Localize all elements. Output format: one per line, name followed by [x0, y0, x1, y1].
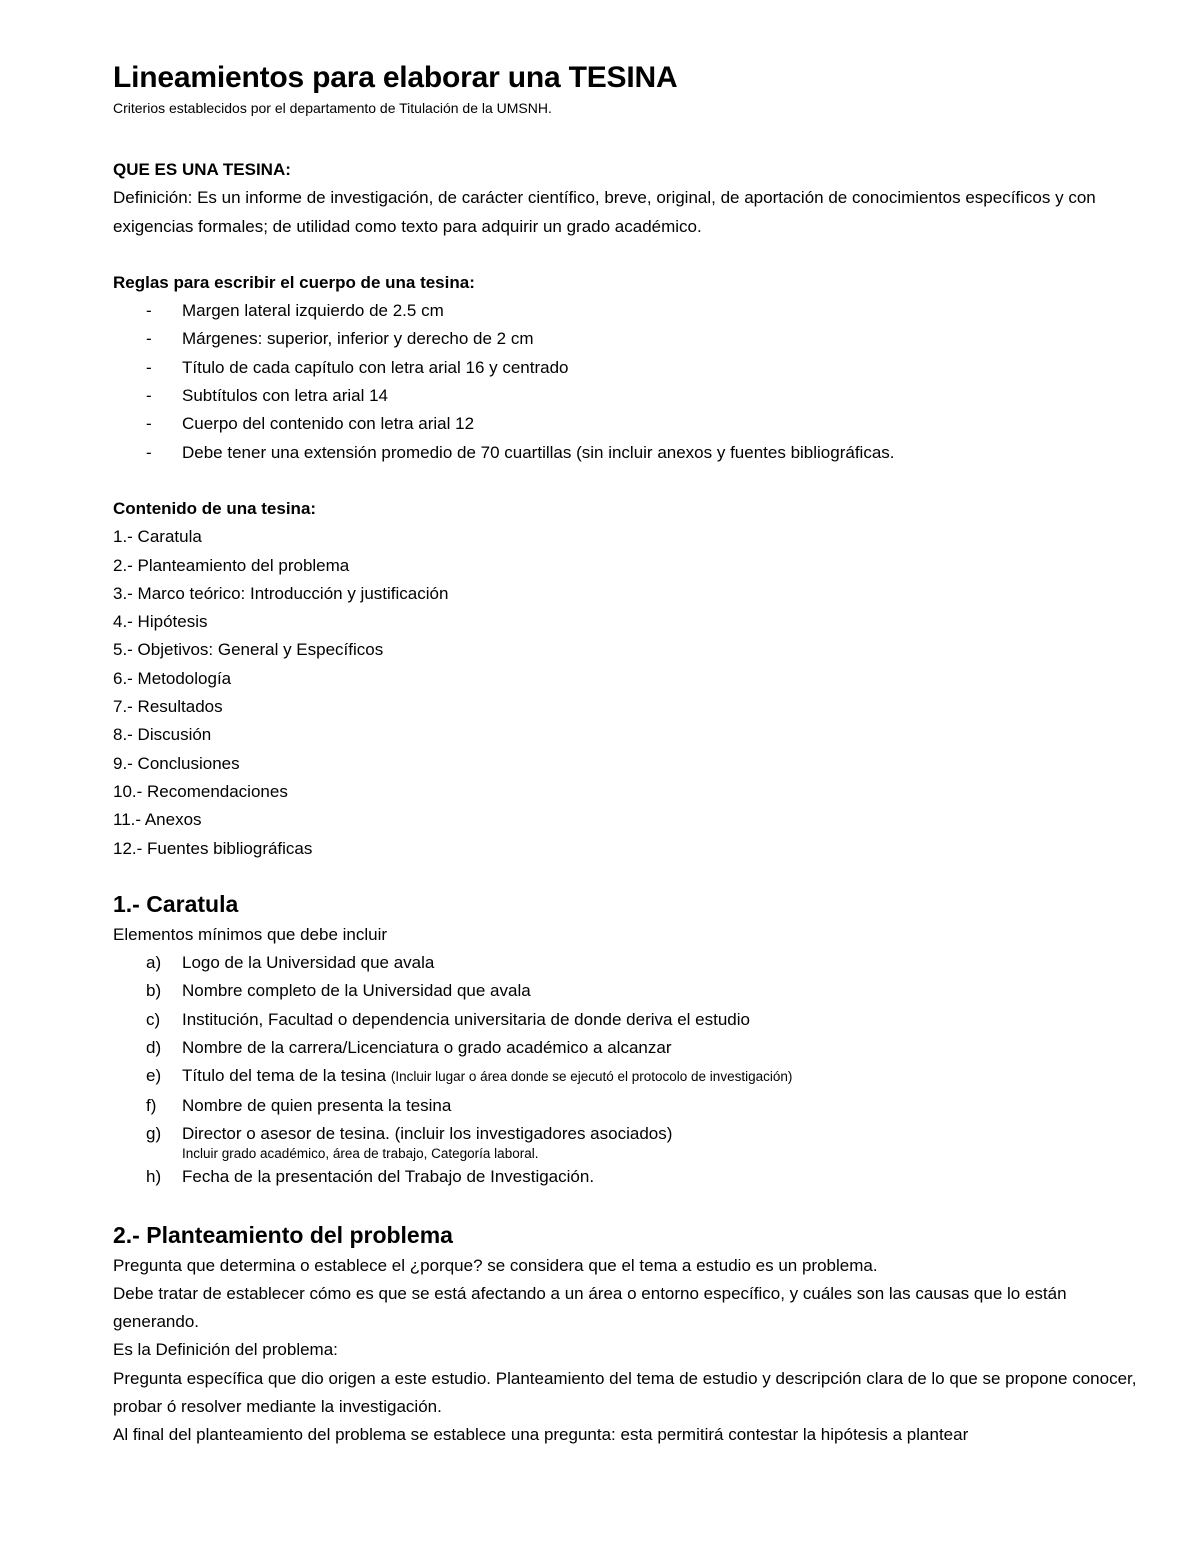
rules-item-text: Márgenes: superior, inferior y derecho de 2 cm [182, 329, 534, 349]
contents-item: 10.- Recomendaciones [113, 781, 288, 801]
contents-item: 4.- Hipótesis [113, 612, 208, 632]
caratula-item-text: Logo de la Universidad que avala [182, 953, 435, 973]
rules-heading: Reglas para escribir el cuerpo de una tesina: [113, 272, 475, 292]
caratula-list-item [113, 949, 1153, 977]
list-marker: b) [146, 981, 162, 1001]
section2-paragraph: Debe tratar de establecer cómo es que se está afectando a un área o entorno específico, y cuáles son las causas que lo están generando. [113, 1283, 1067, 1332]
dash-marker: - [146, 442, 152, 462]
caratula-item-text: Director o asesor de tesina. (incluir los investigadores asociados) [182, 1123, 673, 1143]
rules-item-text: Cuerpo del contenido con letra arial 12 [182, 414, 475, 434]
contents-item: 12.- Fuentes bibliográficas [113, 838, 313, 858]
rules-list-item [113, 439, 1153, 467]
caratula-list-item [113, 1006, 1153, 1034]
document-page [113, 58, 1153, 1450]
caratula-elements-list [113, 949, 1153, 1191]
rules-list-item [113, 297, 1153, 325]
caratula-list-item [113, 1034, 1153, 1062]
caratula-list-item [113, 1062, 1153, 1091]
contents-heading: Contenido de una tesina: [113, 498, 317, 518]
caratula-item-text: Institución, Facultad o dependencia universitaria de donde deriva el estudio [182, 1009, 750, 1029]
rules-list-item [113, 382, 1153, 410]
caratula-item-text: Nombre de quien presenta la tesina [182, 1095, 452, 1115]
dash-marker: - [146, 301, 152, 321]
caratula-item-small-note: (Incluir lugar o área donde se ejecutó el protocolo de investigación) [390, 1069, 793, 1085]
contents-item: 1.- Caratula [113, 527, 202, 547]
contents-item: 5.- Objetivos: General y Específicos [113, 640, 384, 660]
rules-list-item [113, 325, 1153, 353]
contents-item: 7.- Resultados [113, 697, 223, 717]
caratula-item-text: Nombre de la carrera/Licenciatura o grado académico a alcanzar [182, 1038, 672, 1058]
contents-item: 11.- Anexos [113, 810, 202, 830]
document-subtitle: Criterios establecidos por el departamento de Titulación de la UMSNH. [113, 100, 552, 116]
section2-paragraph: Al final del planteamiento del problema se establece una pregunta: esta permitirá contestar la hipótesis a plantear [113, 1425, 969, 1445]
list-marker: c) [146, 1009, 161, 1029]
caratula-list-item [113, 1120, 1153, 1163]
dash-marker: - [146, 386, 152, 406]
section1-intro: Elementos mínimos que debe incluir [113, 924, 388, 944]
contents-item: 3.- Marco teórico: Introducción y justificación [113, 583, 449, 603]
rules-item-text: Subtítulos con letra arial 14 [182, 386, 389, 406]
caratula-item-text: Nombre completo de la Universidad que avala [182, 981, 531, 1001]
list-marker: a) [146, 953, 162, 973]
list-marker: f) [146, 1095, 157, 1115]
caratula-list-item [113, 977, 1153, 1005]
what-is-heading: QUE ES UNA TESINA: [113, 160, 291, 179]
section2-heading: 2.- Planteamiento del problema [113, 1221, 453, 1248]
rules-item-text: Debe tener una extensión promedio de 70 cuartillas (sin incluir anexos y fuentes bibliográficas. [182, 442, 895, 462]
definition-paragraph: Definición: Es un informe de investigación, de carácter científico, breve, original, de aportación de conocimientos específicos y con exigencias formales; de utilidad como texto para adquirir un grado académico. [113, 188, 1096, 236]
contents-item: 6.- Metodología [113, 668, 232, 688]
caratula-item-text: Fecha de la presentación del Trabajo de Investigación. [182, 1167, 595, 1187]
rules-item-text: Título de cada capítulo con letra arial 16 y centrado [182, 357, 569, 377]
section2-paragraph: Pregunta específica que dio origen a este estudio. Planteamiento del tema de estudio y descripción clara de lo que se propone conocer, probar ó resolver mediante la investigación. [113, 1368, 1137, 1416]
section2-paragraph: Es la Definición del problema: [113, 1340, 338, 1360]
list-marker: d) [146, 1038, 162, 1058]
caratula-item-text: Título del tema de la tesina [182, 1066, 387, 1086]
list-marker: e) [146, 1066, 162, 1086]
document-title: Lineamientos para elaborar una TESINA [113, 61, 678, 94]
list-marker: h) [146, 1167, 162, 1187]
caratula-item-note: Incluir grado académico, área de trabajo, Categoría laboral. [182, 1146, 539, 1162]
contents-item: 2.- Planteamiento del problema [113, 555, 350, 575]
contents-item: 9.- Conclusiones [113, 753, 240, 773]
section2-paragraph: Pregunta que determina o establece el ¿porque? se considera que el tema a estudio es un problema. [113, 1255, 878, 1275]
rules-list-item [113, 354, 1153, 382]
dash-marker: - [146, 329, 152, 349]
caratula-list-item [113, 1092, 1153, 1120]
rules-list [113, 297, 1153, 467]
caratula-list-item [113, 1163, 1153, 1191]
list-marker: g) [146, 1123, 162, 1143]
section1-heading: 1.- Caratula [113, 890, 239, 917]
contents-list [113, 523, 1153, 863]
dash-marker: - [146, 414, 152, 434]
rules-item-text: Margen lateral izquierdo de 2.5 cm [182, 301, 444, 321]
contents-item: 8.- Discusión [113, 725, 212, 745]
dash-marker: - [146, 357, 152, 377]
rules-list-item [113, 410, 1153, 438]
